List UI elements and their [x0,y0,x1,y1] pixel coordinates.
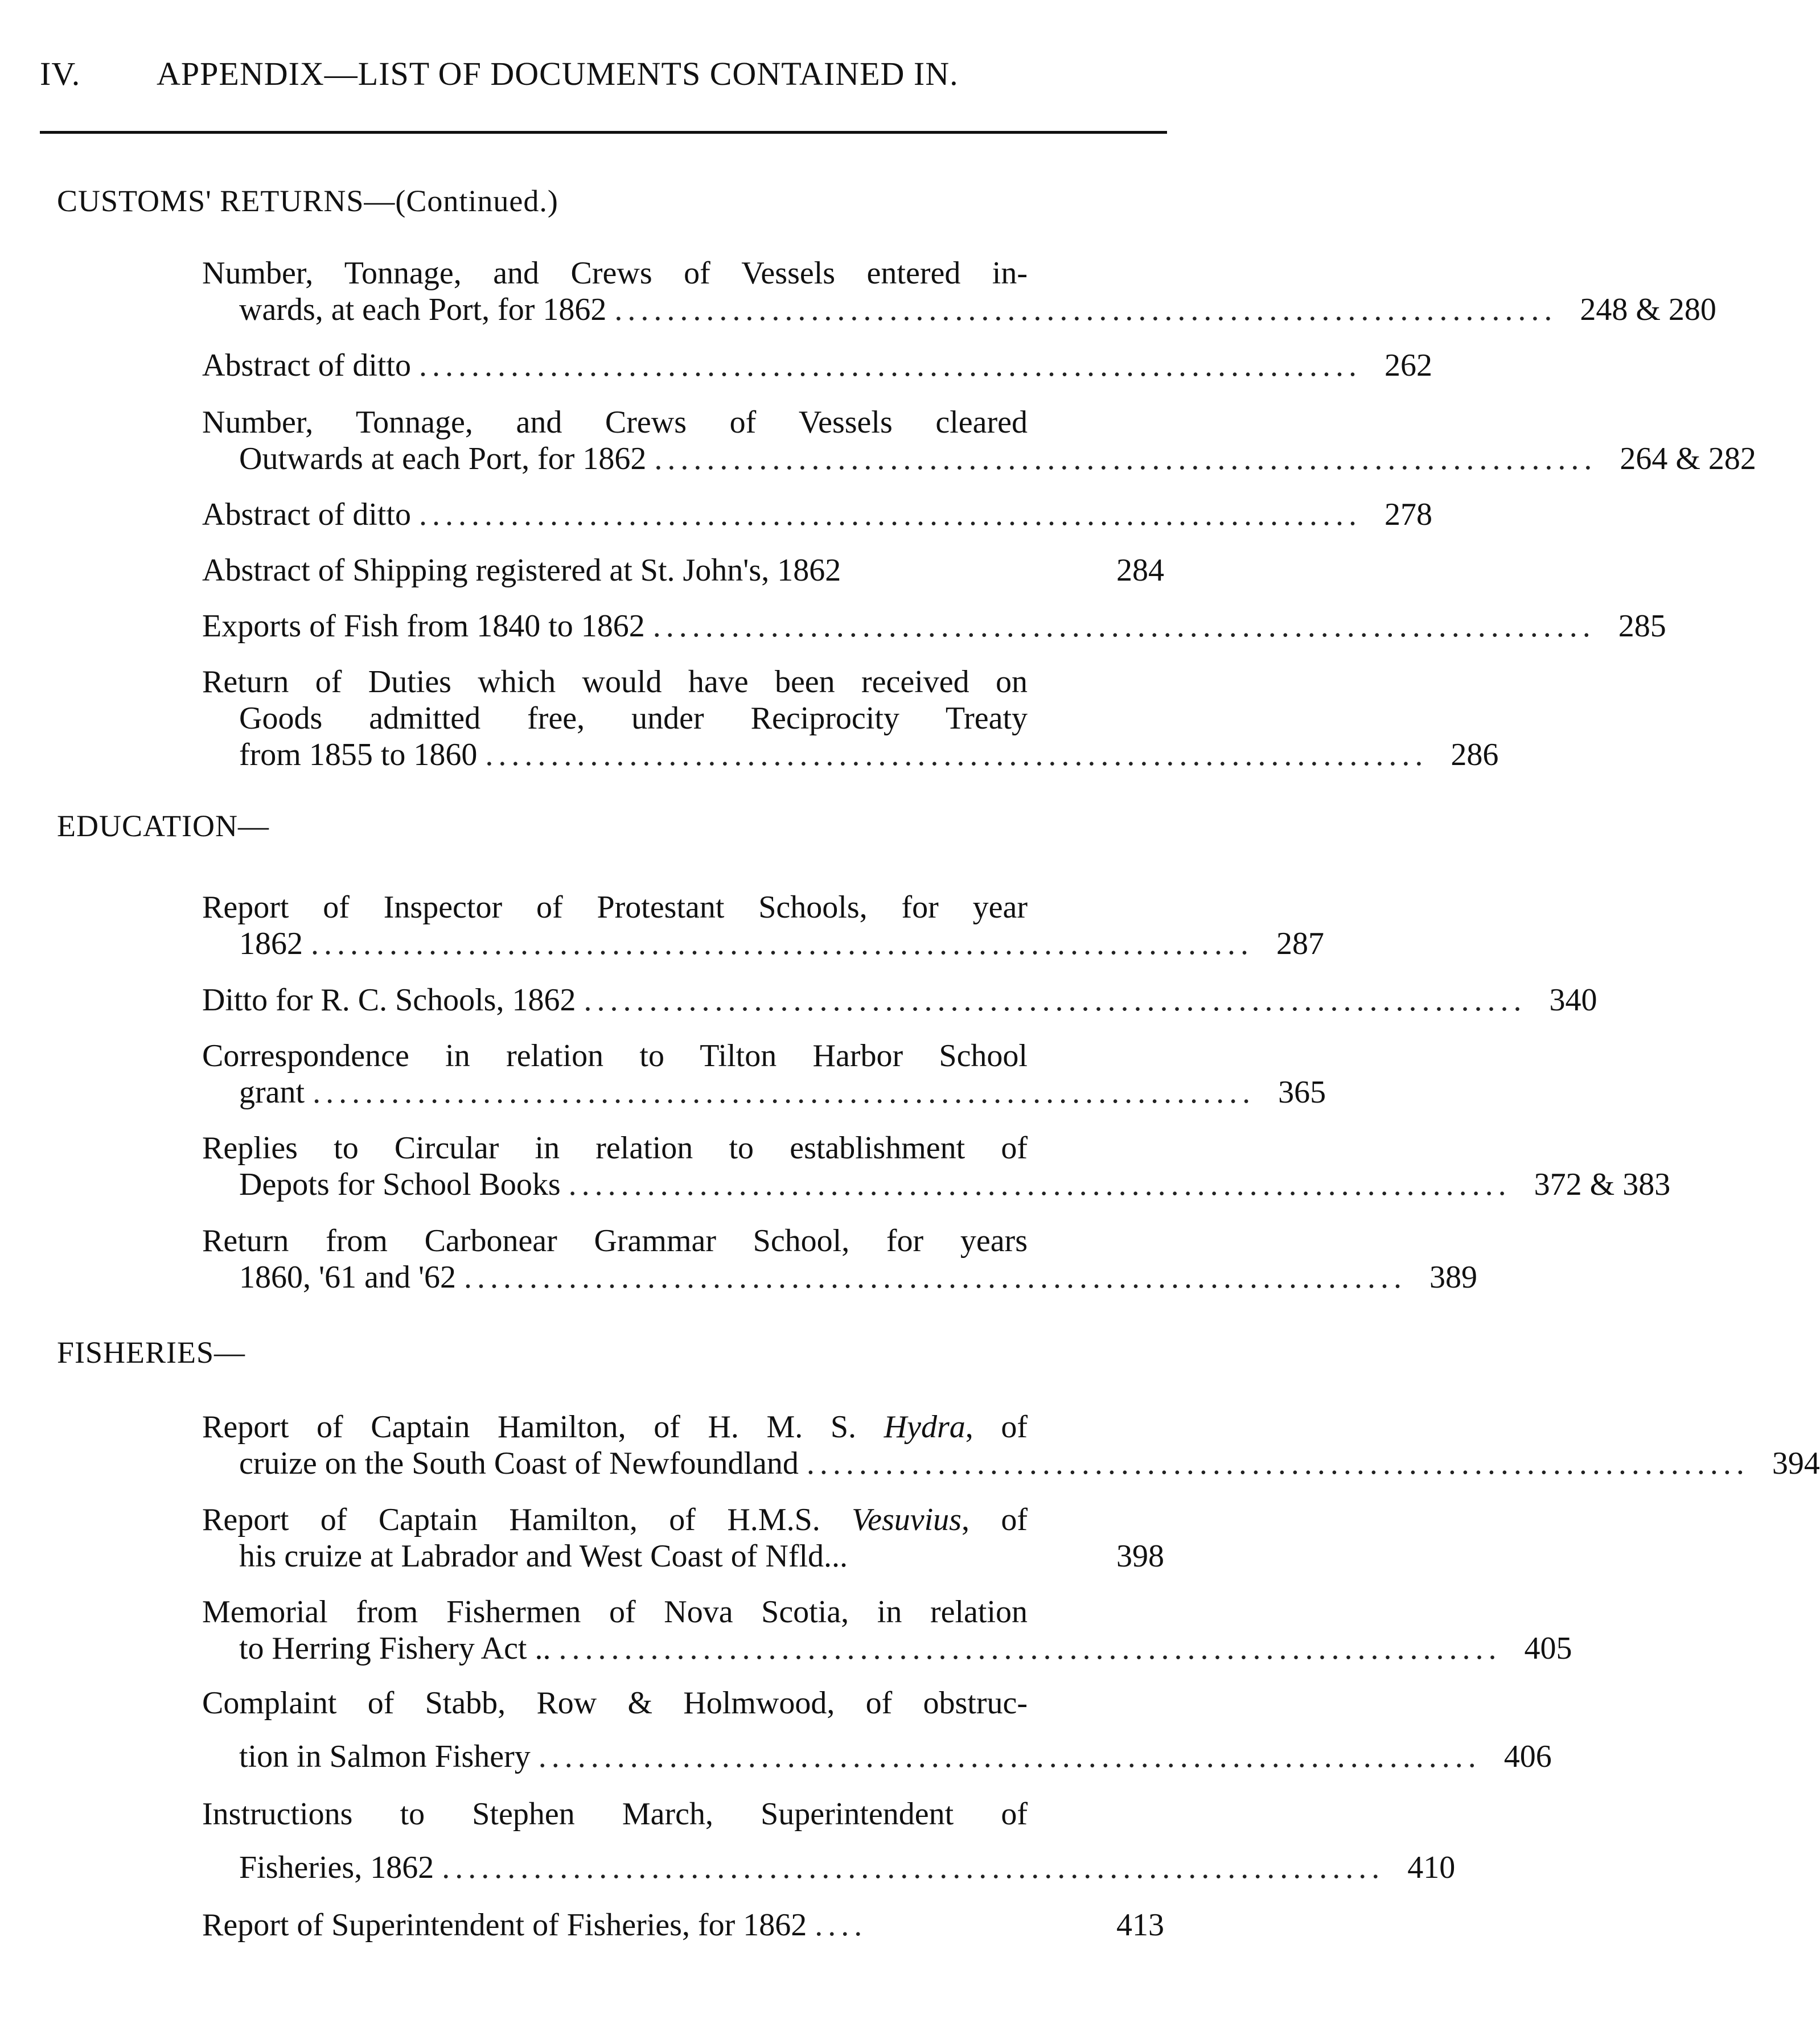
leader-dots: ........................................................................ [652,608,1596,644]
ship-name: Vesuvius [852,1502,962,1537]
entry-customs-shipping-registered [202,552,1164,589]
entry-line: his cruize at Labrador and West Coast of Nfld... [239,1539,848,1574]
entry-customs-exports-fish [202,608,1666,644]
entry-line: Goods admitted free, under Reciprocity Treaty [239,701,1028,736]
entry-fisheries-superintendent-report [202,1907,1164,1943]
entry-line: Report of Superintendent of Fisheries, for 1862 [202,1907,807,1943]
leader-dots: ........................................................................ [311,926,1254,961]
section-education: EDUCATION— [57,809,269,843]
page-number: 372 & 383 [1534,1167,1671,1202]
entry-line: Return from Carbonear Grammar School, for years [202,1223,1028,1259]
entry-line: Complaint of Stabb, Row & Holmwood, of obstruc- [202,1685,1028,1721]
page-number: 398 [1116,1539,1164,1574]
leader-dots: ........................................................................ [419,348,1362,383]
entry-line: Number, Tonnage, and Crews of Vessels entered in- [202,256,1028,291]
entry-education-school-books [202,1130,1671,1203]
page-number: 278 [1384,497,1433,532]
leader-dots: .... [815,1907,868,1943]
page-number: 340 [1549,982,1597,1018]
leader-dots: ........................................................................ [538,1739,1481,1774]
entry-customs-abstract-cleared [202,496,1433,533]
ship-name: Hydra [884,1409,966,1445]
entry-line: Report of Captain Hamilton, of H.M.S. Vesuvius, of [202,1502,1028,1537]
entry-fisheries-hydra [202,1409,1820,1482]
entry-line: Correspondence in relation to Tilton Harbor School [202,1038,1028,1074]
entry-line: Report of Captain Hamilton, of H. M. S. Hydra, of [202,1409,1028,1445]
page-number: 286 [1451,737,1499,772]
page-number: 394 [1772,1446,1820,1481]
entry-fisheries-stabb-complaint [202,1685,1552,1775]
page-number: 365 [1278,1075,1326,1110]
entry-line: Ditto for R. C. Schools, 1862 [202,982,576,1018]
page-number: 264 & 282 [1620,441,1756,476]
page-number: 413 [1116,1907,1164,1943]
entry-education-protestant-schools [202,889,1324,962]
entry-education-carbonear [202,1223,1478,1296]
page-number: 287 [1276,926,1324,961]
section-fisheries: FISHERIES— [57,1335,246,1370]
leader-dots: ........................................................................ [419,497,1362,532]
entry-line: Abstract of Shipping registered at St. John's, 1862 [202,553,841,588]
entry-line: Abstract of ditto [202,348,412,383]
entry-line: Outwards at each Port, for 1862 [239,441,647,476]
page-number: 406 [1503,1739,1552,1774]
page-roman-numeral: IV. [40,55,81,92]
entry-line: Fisheries, 1862 [239,1850,434,1885]
entry-line: cruize on the South Coast of Newfoundland [239,1446,799,1481]
entry-line: Number, Tonnage, and Crews of Vessels cleared [202,405,1028,440]
leader-dots: ........................................................................ [485,737,1428,772]
entry-fisheries-vesuvius [202,1502,1164,1574]
entry-customs-vessels-entered [202,255,1716,328]
entry-line: 1862 [239,926,303,961]
leader-dots: ........................................................................ [806,1446,1749,1481]
entry-line: tion in Salmon Fishery [239,1739,531,1774]
page-number: 410 [1407,1850,1456,1885]
entry-fisheries-march-instructions [202,1796,1456,1886]
page-number: 262 [1384,348,1433,383]
entry-line: Return of Duties which would have been received on [202,664,1028,700]
page-title: APPENDIX—LIST OF DOCUMENTS CONTAINED IN. [157,55,959,92]
leader-dots: ........................................................................ [442,1850,1385,1885]
leader-dots: ........................................................................ [654,441,1597,476]
entry-line: wards, at each Port, for 1862 [239,292,607,327]
page-number: 284 [1116,553,1164,588]
page-number: 389 [1429,1260,1478,1295]
entry-line: from 1855 to 1860 [239,737,478,772]
entry-line: Replies to Circular in relation to establishment of [202,1130,1028,1166]
entry-customs-vessels-cleared [202,404,1756,477]
entry-line: grant [239,1075,305,1110]
page-number: 285 [1618,608,1666,644]
leader-dots: ........................................................................ [558,1631,1502,1666]
page-header [40,55,1167,93]
leader-dots: ........................................................................ [584,982,1527,1018]
entry-line: Instructions to Stephen March, Superintendent of [202,1796,1028,1832]
entry-line: Depots for School Books [239,1167,561,1202]
entry-customs-duties-reciprocity [202,664,1499,773]
entry-education-rc-schools [202,982,1597,1018]
header-rule [40,131,1167,134]
entry-line: Exports of Fish from 1840 to 1862 [202,608,645,644]
leader-dots: ........................................................................ [614,292,1558,327]
leader-dots: ........................................................................ [464,1260,1407,1295]
entry-line: 1860, '61 and '62 [239,1260,457,1295]
entry-line: Abstract of ditto [202,497,412,532]
leader-dots: ........................................................................ [568,1167,1511,1202]
entry-line: Memorial from Fishermen of Nova Scotia, in relation [202,1594,1028,1630]
section-customs-returns: CUSTOMS' RETURNS—(Continued.) [57,184,558,218]
leader-dots: ........................................................................ [313,1075,1256,1110]
entry-line: to Herring Fishery Act .. [239,1631,551,1666]
entry-customs-abstract-entered [202,347,1433,384]
entry-line: Report of Inspector of Protestant Schools, for year [202,890,1028,925]
entry-education-tilton-harbor [202,1038,1326,1111]
page-number: 405 [1524,1631,1572,1666]
page-number: 248 & 280 [1580,292,1716,327]
entry-fisheries-nova-scotia [202,1594,1572,1667]
